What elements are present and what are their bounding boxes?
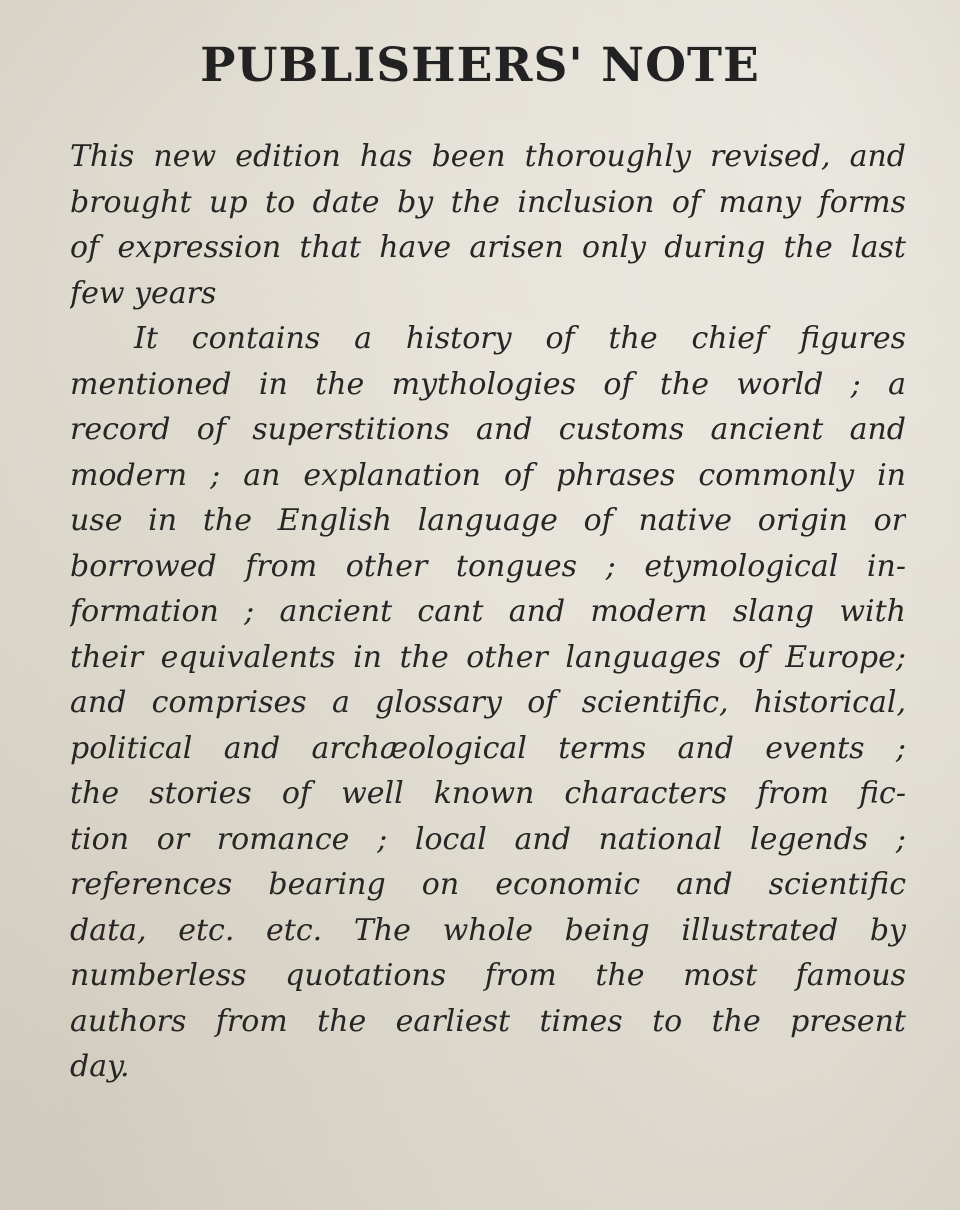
text-line: formation ; ancient cant and modern slang with [70, 594, 906, 629]
text-line: modern ; an explanation of phrases commonly in [70, 457, 906, 493]
text-line: references bearing on economic and scientific [70, 867, 906, 902]
text-line: borrowed from other tongues ; etymological in- [70, 548, 906, 584]
text-line: of expression that have arisen only during the last [70, 230, 906, 265]
text-line: the stories of well known characters from fic- [70, 776, 906, 811]
text-line: It contains a history of the chief figures [134, 321, 906, 356]
text-line: political and archæological terms and events ; [70, 730, 906, 766]
paragraph-2 [70, 316, 906, 1090]
paragraph-1 [70, 134, 906, 316]
text-line: and comprises a glossary of scientific, historical, [70, 685, 906, 720]
text-line: day. [70, 1049, 130, 1084]
text-line: data, etc. etc. The whole being illustrated by [70, 912, 906, 948]
text-line: few years [70, 275, 217, 311]
text-line: authors from the earliest times to the present [70, 1003, 906, 1039]
text-line: tion or romance ; local and national legends ; [70, 821, 906, 857]
text-line: numberless quotations from the most famous [70, 958, 906, 993]
page-title: PUBLISHERS' NOTE [200, 38, 760, 93]
text-line: mentioned in the mythologies of the world ; a [70, 366, 906, 402]
text-line: This new edition has been thoroughly revised, and [70, 139, 906, 174]
text-line: use in the English language of native origin or [70, 503, 906, 538]
text-line: brought up to date by the inclusion of many forms [70, 184, 906, 220]
publishers-note-text [70, 134, 906, 1090]
text-line: record of superstitions and customs ancient and [70, 412, 906, 447]
text-line: their equivalents in the other languages of Europe; [70, 639, 906, 675]
